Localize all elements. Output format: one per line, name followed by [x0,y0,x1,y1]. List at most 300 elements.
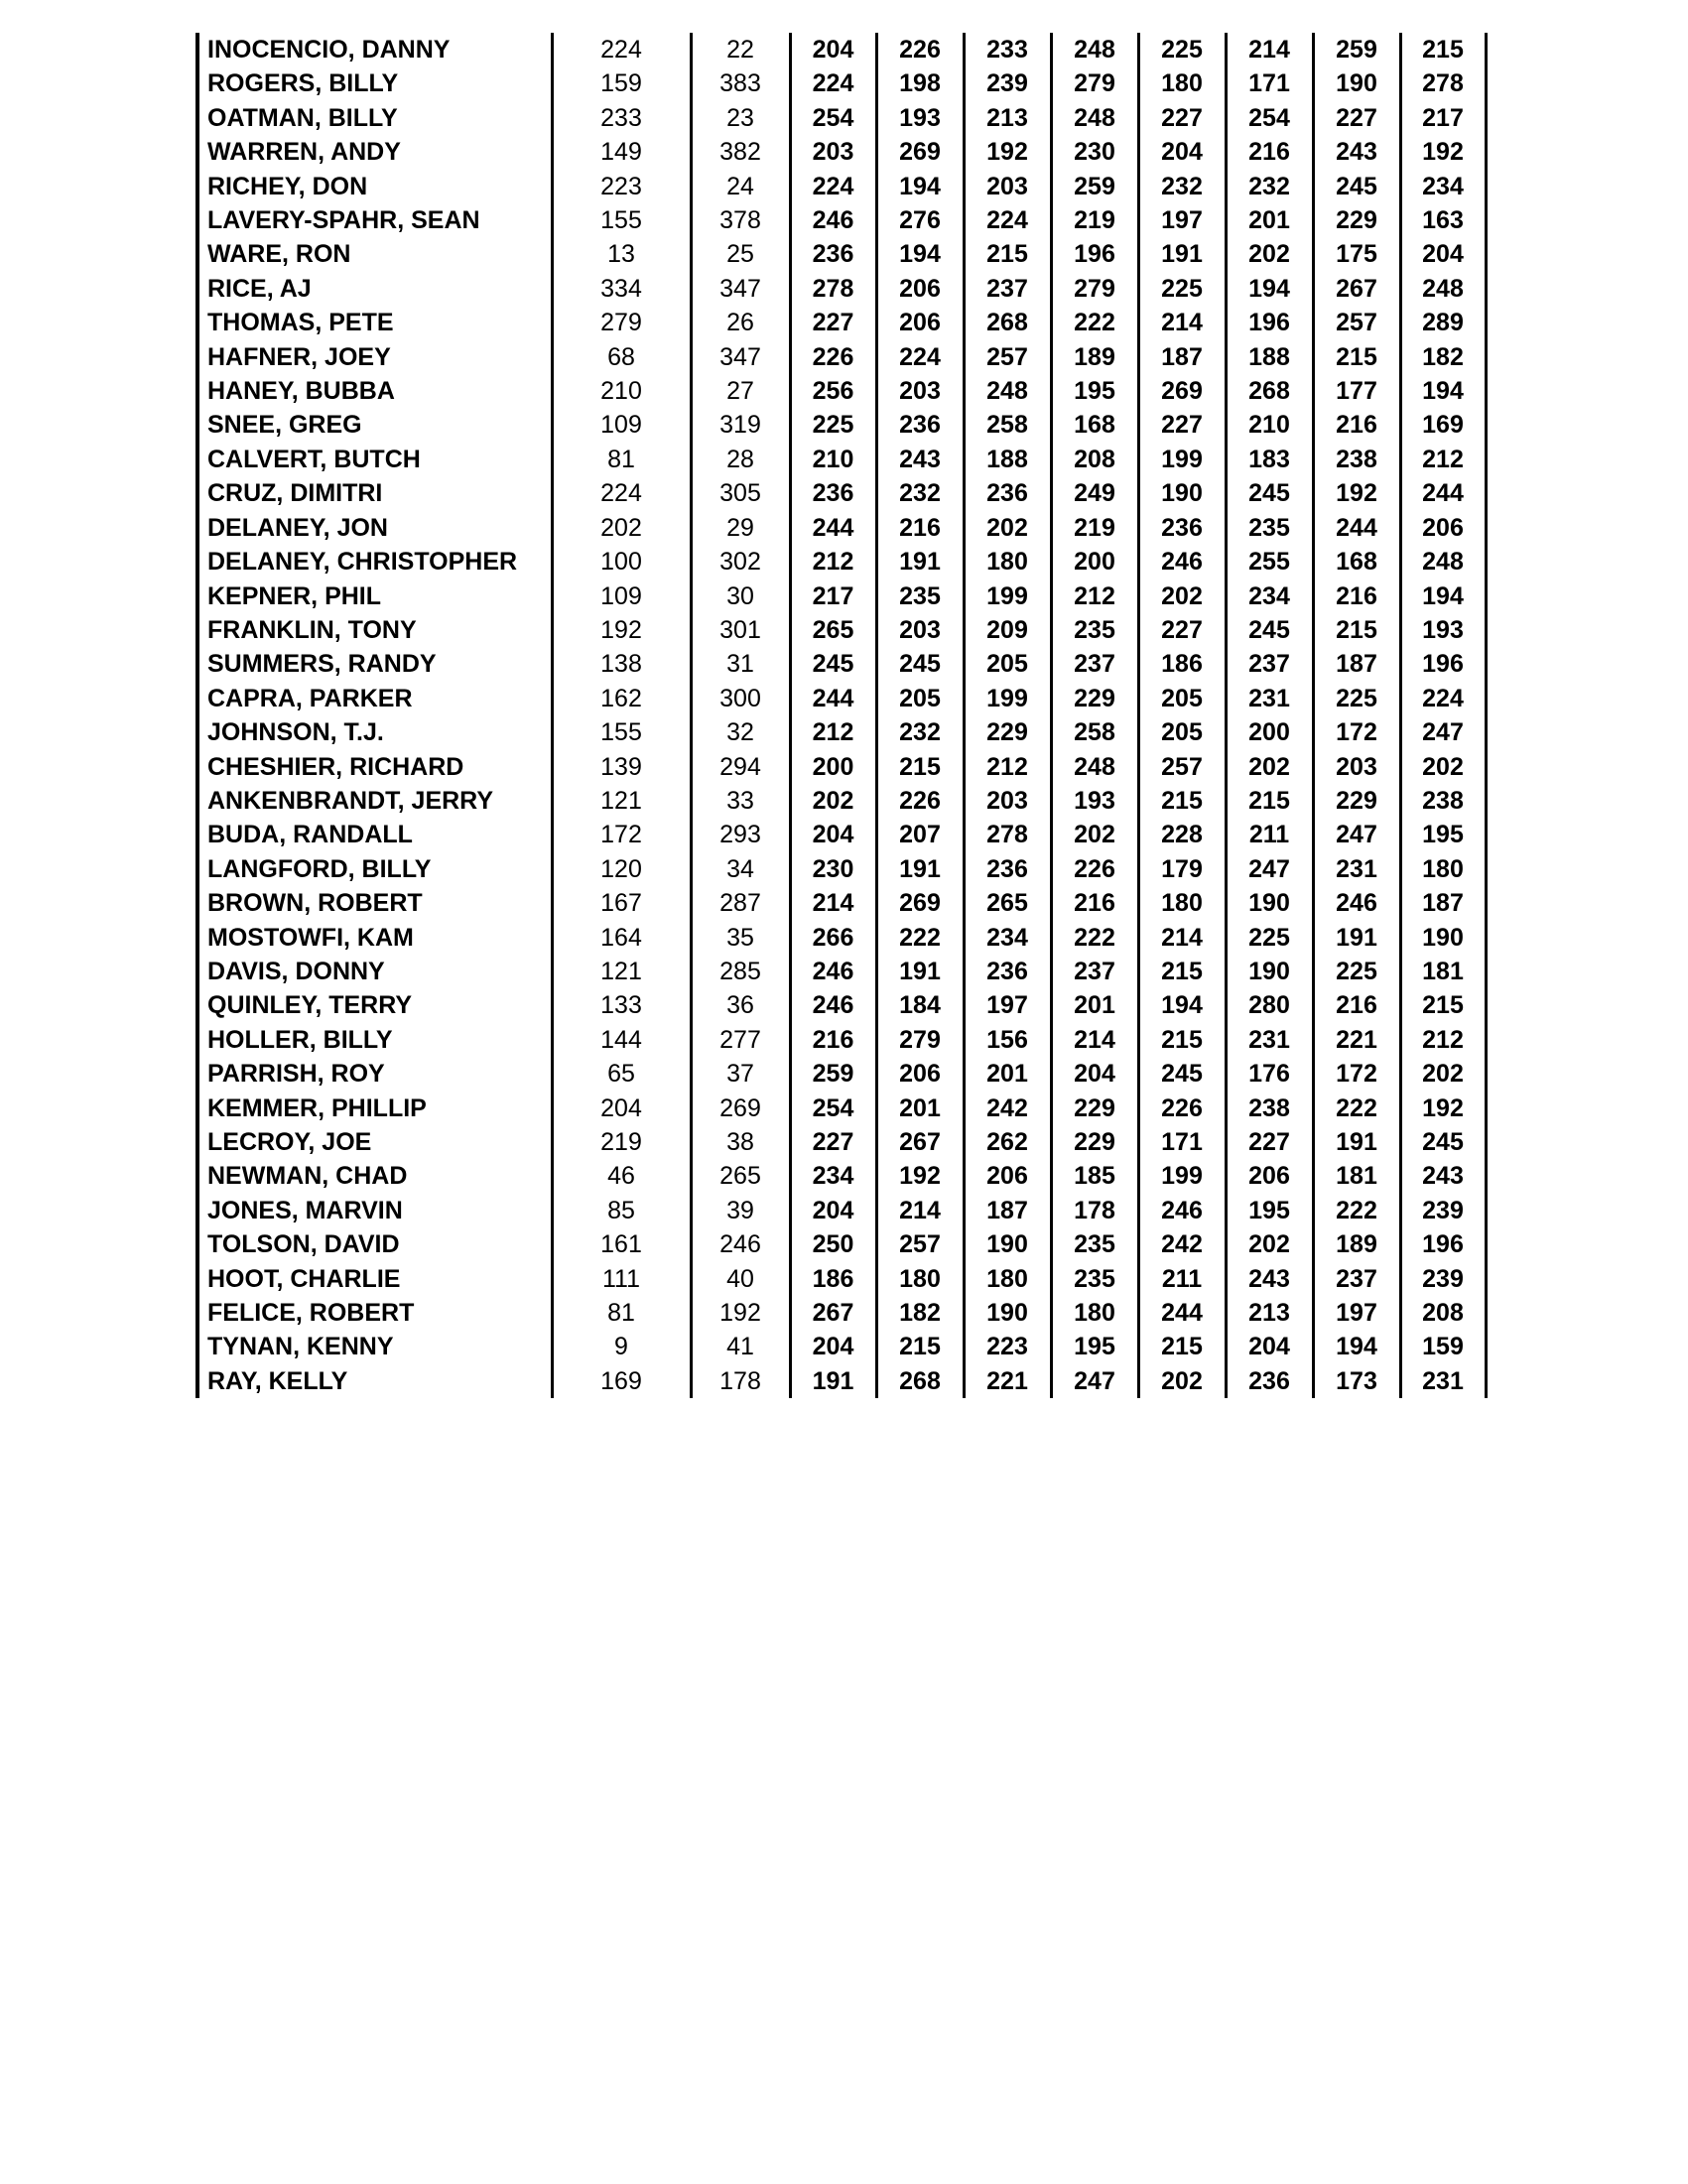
game-score-8: 187 [1400,886,1486,920]
bowler-name: HANEY, BUBBA [197,374,552,408]
game-score-6: 238 [1226,1092,1313,1125]
game-score-3: 199 [964,682,1051,715]
game-score-3: 265 [964,886,1051,920]
game-score-7: 194 [1313,1330,1400,1363]
game-score-8: 159 [1400,1330,1486,1363]
table-row [197,237,1486,271]
game-score-4: 212 [1051,579,1138,613]
value-col-b: 301 [691,613,790,647]
bowler-name: THOMAS, PETE [197,306,552,339]
score-table [195,33,1488,1398]
game-score-5: 197 [1138,203,1226,237]
bowler-name: BROWN, ROBERT [197,886,552,920]
value-col-b: 246 [691,1227,790,1261]
game-score-3: 187 [964,1194,1051,1227]
value-col-b: 34 [691,852,790,886]
bowler-name: HAFNER, JOEY [197,340,552,374]
game-score-8: 196 [1400,647,1486,681]
bowler-name: TYNAN, KENNY [197,1330,552,1363]
game-score-3: 156 [964,1023,1051,1057]
table-row [197,511,1486,545]
value-col-a: 9 [552,1330,691,1363]
value-col-a: 68 [552,340,691,374]
game-score-3: 262 [964,1125,1051,1159]
game-score-2: 184 [876,988,964,1022]
value-col-a: 223 [552,170,691,203]
game-score-4: 202 [1051,818,1138,851]
game-score-1: 244 [790,682,876,715]
value-col-a: 155 [552,715,691,749]
game-score-7: 172 [1313,715,1400,749]
game-score-7: 267 [1313,272,1400,306]
game-score-1: 256 [790,374,876,408]
game-score-5: 246 [1138,1194,1226,1227]
game-score-7: 172 [1313,1057,1400,1091]
game-score-2: 215 [876,750,964,784]
game-score-5: 269 [1138,374,1226,408]
game-score-6: 183 [1226,443,1313,476]
table-row [197,443,1486,476]
game-score-4: 219 [1051,203,1138,237]
game-score-3: 190 [964,1227,1051,1261]
game-score-3: 229 [964,715,1051,749]
value-col-a: 167 [552,886,691,920]
game-score-8: 181 [1400,955,1486,988]
value-col-b: 192 [691,1296,790,1330]
value-col-b: 378 [691,203,790,237]
game-score-3: 201 [964,1057,1051,1091]
game-score-7: 221 [1313,1023,1400,1057]
bowler-name: QUINLEY, TERRY [197,988,552,1022]
value-col-a: 133 [552,988,691,1022]
score-table-body [197,33,1486,1398]
game-score-6: 206 [1226,1159,1313,1193]
game-score-3: 236 [964,476,1051,510]
table-row [197,988,1486,1022]
game-score-4: 222 [1051,306,1138,339]
game-score-1: 267 [790,1296,876,1330]
game-score-8: 212 [1400,1023,1486,1057]
game-score-5: 228 [1138,818,1226,851]
game-score-5: 191 [1138,237,1226,271]
game-score-5: 194 [1138,988,1226,1022]
game-score-6: 171 [1226,66,1313,100]
game-score-8: 243 [1400,1159,1486,1193]
game-score-8: 202 [1400,1057,1486,1091]
value-col-a: 138 [552,647,691,681]
game-score-5: 227 [1138,408,1226,442]
table-row [197,1262,1486,1296]
value-col-a: 109 [552,579,691,613]
game-score-5: 187 [1138,340,1226,374]
bowler-name: SUMMERS, RANDY [197,647,552,681]
game-score-7: 238 [1313,443,1400,476]
game-score-6: 236 [1226,1364,1313,1398]
value-col-a: 121 [552,955,691,988]
game-score-8: 278 [1400,66,1486,100]
game-score-4: 237 [1051,955,1138,988]
game-score-6: 227 [1226,1125,1313,1159]
game-score-2: 232 [876,476,964,510]
game-score-2: 279 [876,1023,964,1057]
game-score-5: 226 [1138,1092,1226,1125]
game-score-4: 178 [1051,1194,1138,1227]
table-row [197,476,1486,510]
game-score-6: 245 [1226,476,1313,510]
bowler-name: FELICE, ROBERT [197,1296,552,1330]
value-col-a: 111 [552,1262,691,1296]
game-score-7: 203 [1313,750,1400,784]
game-score-1: 212 [790,545,876,578]
value-col-a: 192 [552,613,691,647]
game-score-3: 180 [964,545,1051,578]
game-score-5: 227 [1138,613,1226,647]
game-score-1: 191 [790,1364,876,1398]
game-score-2: 269 [876,135,964,169]
bowler-name: JONES, MARVIN [197,1194,552,1227]
game-score-4: 247 [1051,1364,1138,1398]
game-score-2: 191 [876,852,964,886]
bowler-name: KEPNER, PHIL [197,579,552,613]
game-score-1: 216 [790,1023,876,1057]
game-score-1: 214 [790,886,876,920]
game-score-7: 229 [1313,784,1400,818]
game-score-3: 239 [964,66,1051,100]
value-col-b: 293 [691,818,790,851]
game-score-4: 229 [1051,1092,1138,1125]
game-score-6: 201 [1226,203,1313,237]
game-score-8: 248 [1400,545,1486,578]
game-score-2: 267 [876,1125,964,1159]
table-row [197,613,1486,647]
game-score-6: 231 [1226,1023,1313,1057]
table-row [197,272,1486,306]
game-score-1: 217 [790,579,876,613]
value-col-a: 233 [552,101,691,135]
game-score-1: 246 [790,988,876,1022]
game-score-6: 280 [1226,988,1313,1022]
value-col-b: 40 [691,1262,790,1296]
game-score-2: 203 [876,374,964,408]
game-score-8: 244 [1400,476,1486,510]
game-score-7: 191 [1313,1125,1400,1159]
bowler-name: MOSTOWFI, KAM [197,921,552,955]
value-col-a: 13 [552,237,691,271]
game-score-5: 214 [1138,306,1226,339]
game-score-8: 217 [1400,101,1486,135]
value-col-b: 36 [691,988,790,1022]
value-col-b: 27 [691,374,790,408]
bowler-name: LANGFORD, BILLY [197,852,552,886]
game-score-5: 215 [1138,955,1226,988]
game-score-1: 234 [790,1159,876,1193]
game-score-4: 214 [1051,1023,1138,1057]
game-score-5: 225 [1138,272,1226,306]
game-score-7: 173 [1313,1364,1400,1398]
game-score-2: 222 [876,921,964,955]
value-col-a: 202 [552,511,691,545]
value-col-a: 161 [552,1227,691,1261]
table-row [197,921,1486,955]
game-score-1: 245 [790,647,876,681]
game-score-7: 175 [1313,237,1400,271]
table-row [197,340,1486,374]
table-row [197,955,1486,988]
game-score-4: 230 [1051,135,1138,169]
game-score-5: 227 [1138,101,1226,135]
bowler-name: RICHEY, DON [197,170,552,203]
bowler-name: RICE, AJ [197,272,552,306]
bowler-name: LECROY, JOE [197,1125,552,1159]
value-col-a: 120 [552,852,691,886]
game-score-4: 204 [1051,1057,1138,1091]
game-score-4: 196 [1051,237,1138,271]
bowler-name: HOLLER, BILLY [197,1023,552,1057]
game-score-6: 237 [1226,647,1313,681]
game-score-3: 205 [964,647,1051,681]
game-score-5: 215 [1138,784,1226,818]
game-score-1: 204 [790,1330,876,1363]
game-score-8: 212 [1400,443,1486,476]
bowler-name: NEWMAN, CHAD [197,1159,552,1193]
game-score-1: 254 [790,1092,876,1125]
game-score-5: 215 [1138,1023,1226,1057]
value-col-a: 162 [552,682,691,715]
value-col-a: 139 [552,750,691,784]
game-score-3: 190 [964,1296,1051,1330]
game-score-2: 257 [876,1227,964,1261]
game-score-7: 215 [1313,340,1400,374]
value-col-a: 81 [552,1296,691,1330]
game-score-4: 279 [1051,66,1138,100]
table-row [197,170,1486,203]
game-score-2: 276 [876,203,964,237]
game-score-7: 197 [1313,1296,1400,1330]
table-row [197,1125,1486,1159]
game-score-7: 229 [1313,203,1400,237]
game-score-5: 257 [1138,750,1226,784]
game-score-4: 237 [1051,647,1138,681]
game-score-4: 222 [1051,921,1138,955]
value-col-b: 25 [691,237,790,271]
game-score-4: 248 [1051,33,1138,66]
game-score-6: 235 [1226,511,1313,545]
bowler-name: INOCENCIO, DANNY [197,33,552,66]
game-score-7: 225 [1313,682,1400,715]
game-score-6: 243 [1226,1262,1313,1296]
table-row [197,682,1486,715]
value-col-a: 172 [552,818,691,851]
game-score-2: 224 [876,340,964,374]
game-score-7: 237 [1313,1262,1400,1296]
bowler-name: OATMAN, BILLY [197,101,552,135]
game-score-2: 201 [876,1092,964,1125]
bowler-name: LAVERY-SPAHR, SEAN [197,203,552,237]
game-score-3: 199 [964,579,1051,613]
game-score-3: 248 [964,374,1051,408]
game-score-3: 242 [964,1092,1051,1125]
game-score-4: 219 [1051,511,1138,545]
game-score-8: 194 [1400,579,1486,613]
game-score-4: 229 [1051,1125,1138,1159]
game-score-3: 237 [964,272,1051,306]
bowler-name: JOHNSON, T.J. [197,715,552,749]
table-row [197,750,1486,784]
table-row [197,1227,1486,1261]
game-score-4: 235 [1051,1262,1138,1296]
game-score-6: 190 [1226,955,1313,988]
game-score-2: 198 [876,66,964,100]
game-score-2: 207 [876,818,964,851]
game-score-6: 213 [1226,1296,1313,1330]
game-score-3: 197 [964,988,1051,1022]
game-score-8: 247 [1400,715,1486,749]
game-score-1: 203 [790,135,876,169]
game-score-3: 278 [964,818,1051,851]
bowler-name: SNEE, GREG [197,408,552,442]
game-score-2: 203 [876,613,964,647]
game-score-6: 232 [1226,170,1313,203]
table-row [197,101,1486,135]
game-score-6: 225 [1226,921,1313,955]
game-score-7: 216 [1313,408,1400,442]
game-score-5: 171 [1138,1125,1226,1159]
game-score-7: 189 [1313,1227,1400,1261]
game-score-1: 244 [790,511,876,545]
game-score-3: 268 [964,306,1051,339]
bowler-name: ROGERS, BILLY [197,66,552,100]
table-row [197,1296,1486,1330]
value-col-a: 85 [552,1194,691,1227]
value-col-a: 65 [552,1057,691,1091]
game-score-6: 231 [1226,682,1313,715]
table-row [197,886,1486,920]
game-score-6: 214 [1226,33,1313,66]
value-col-b: 38 [691,1125,790,1159]
value-col-b: 26 [691,306,790,339]
table-row [197,715,1486,749]
game-score-3: 223 [964,1330,1051,1363]
game-score-4: 259 [1051,170,1138,203]
bowler-name: KEMMER, PHILLIP [197,1092,552,1125]
game-score-1: 227 [790,306,876,339]
game-score-1: 226 [790,340,876,374]
game-score-1: 224 [790,66,876,100]
value-col-a: 149 [552,135,691,169]
value-col-b: 22 [691,33,790,66]
game-score-8: 208 [1400,1296,1486,1330]
value-col-b: 33 [691,784,790,818]
game-score-7: 225 [1313,955,1400,988]
game-score-7: 231 [1313,852,1400,886]
table-row [197,579,1486,613]
bowler-name: TOLSON, DAVID [197,1227,552,1261]
game-score-7: 187 [1313,647,1400,681]
table-row [197,1092,1486,1125]
game-score-6: 268 [1226,374,1313,408]
game-score-4: 180 [1051,1296,1138,1330]
game-score-8: 239 [1400,1194,1486,1227]
game-score-2: 191 [876,545,964,578]
game-score-7: 192 [1313,476,1400,510]
value-col-a: 159 [552,66,691,100]
value-col-a: 334 [552,272,691,306]
game-score-1: 230 [790,852,876,886]
game-score-1: 266 [790,921,876,955]
game-score-2: 214 [876,1194,964,1227]
game-score-1: 210 [790,443,876,476]
game-score-3: 206 [964,1159,1051,1193]
game-score-2: 236 [876,408,964,442]
bowler-name: DELANEY, CHRISTOPHER [197,545,552,578]
game-score-2: 191 [876,955,964,988]
game-score-8: 202 [1400,750,1486,784]
game-score-8: 192 [1400,135,1486,169]
game-score-3: 203 [964,784,1051,818]
game-score-5: 202 [1138,579,1226,613]
value-col-b: 32 [691,715,790,749]
game-score-3: 213 [964,101,1051,135]
bowler-name: WARE, RON [197,237,552,271]
game-score-3: 236 [964,852,1051,886]
value-col-a: 224 [552,476,691,510]
table-row [197,1330,1486,1363]
game-score-5: 202 [1138,1364,1226,1398]
game-score-2: 226 [876,33,964,66]
game-score-2: 235 [876,579,964,613]
bowler-name: HOOT, CHARLIE [197,1262,552,1296]
game-score-2: 226 [876,784,964,818]
value-col-b: 319 [691,408,790,442]
table-row [197,1159,1486,1193]
bowler-name: RAY, KELLY [197,1364,552,1398]
game-score-3: 236 [964,955,1051,988]
game-score-7: 257 [1313,306,1400,339]
value-col-b: 277 [691,1023,790,1057]
game-score-7: 245 [1313,170,1400,203]
game-score-5: 180 [1138,886,1226,920]
game-score-5: 214 [1138,921,1226,955]
game-score-4: 258 [1051,715,1138,749]
game-score-5: 205 [1138,715,1226,749]
table-row [197,852,1486,886]
table-row [197,408,1486,442]
game-score-5: 190 [1138,476,1226,510]
game-score-4: 168 [1051,408,1138,442]
value-col-b: 29 [691,511,790,545]
game-score-4: 249 [1051,476,1138,510]
table-row [197,135,1486,169]
value-col-b: 269 [691,1092,790,1125]
game-score-1: 227 [790,1125,876,1159]
game-score-1: 186 [790,1262,876,1296]
game-score-1: 225 [790,408,876,442]
table-row [197,374,1486,408]
game-score-8: 169 [1400,408,1486,442]
bowler-name: CRUZ, DIMITRI [197,476,552,510]
value-col-b: 39 [691,1194,790,1227]
game-score-6: 215 [1226,784,1313,818]
game-score-8: 182 [1400,340,1486,374]
bowler-name: PARRISH, ROY [197,1057,552,1091]
game-score-7: 244 [1313,511,1400,545]
game-score-5: 245 [1138,1057,1226,1091]
table-row [197,306,1486,339]
table-row [197,66,1486,100]
game-score-8: 248 [1400,272,1486,306]
game-score-8: 215 [1400,33,1486,66]
bowler-name: CAPRA, PARKER [197,682,552,715]
